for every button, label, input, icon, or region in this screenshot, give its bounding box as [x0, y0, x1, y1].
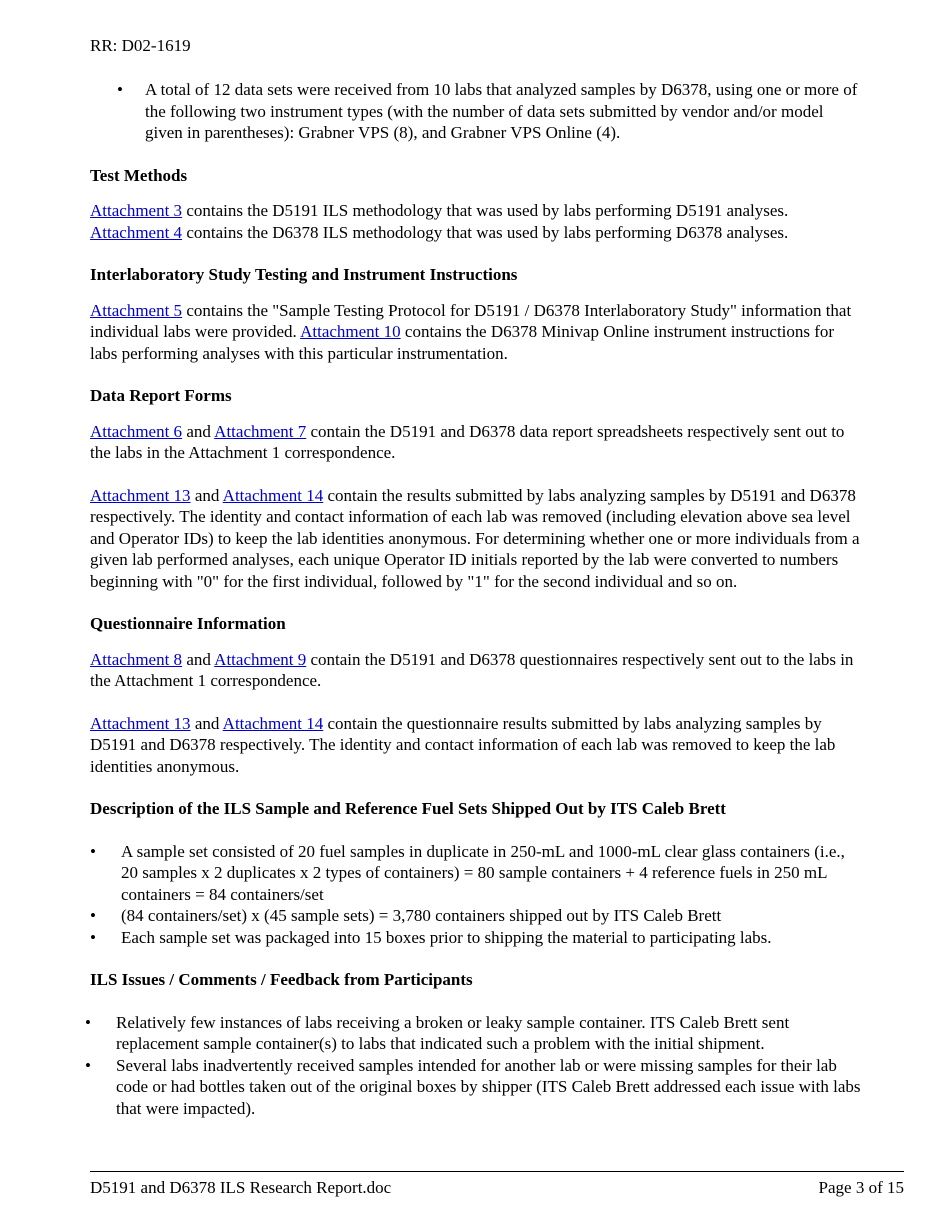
bullet-icon: • — [90, 841, 96, 861]
list-item-text: Several labs inadvertently received samples intended for another lab or were missing samples for their lab code or had bottles taken out of the original boxes by shipper (ITS Caleb Brett addressed each issue with labs that were impacted). — [116, 1055, 861, 1118]
footer-filename: D5191 and D6378 ILS Research Report.doc — [90, 1178, 392, 1197]
list-item — [90, 905, 865, 927]
list-item-text: A sample set consisted of 20 fuel samples in duplicate in 250-mL and 1000-mL clear glass containers (i.e., 20 samples x 2 duplicates x 2 types of containers) = 80 sample containers + 4 reference fuels in 250 mL containers = 84 containers/set — [121, 841, 845, 904]
list-item-text: Relatively few instances of labs receiving a broken or leaky sample container. ITS Caleb Brett sent replacement sample container(s) to labs that indicated such a problem with the initial shipment. — [116, 1012, 790, 1053]
list-item — [85, 1055, 865, 1120]
bullet-icon: • — [85, 1055, 91, 1075]
list-item — [85, 1012, 865, 1055]
intro-bullet-list — [90, 79, 865, 144]
and-text: and — [182, 421, 215, 441]
bullet-icon: • — [90, 906, 96, 925]
heading-sample-sets: Description of the ILS Sample and Reference Fuel Sets Shipped Out by ITS Caleb Brett — [90, 799, 726, 818]
and-text: and — [190, 485, 223, 505]
attachment-4-link[interactable]: Attachment 4 — [90, 222, 183, 242]
questionnaire-paragraph-2 — [90, 713, 865, 778]
heading-test-methods: Test Methods — [90, 165, 188, 185]
attachment-9-link[interactable]: Attachment 9 — [214, 649, 307, 669]
ils-testing-text1: contains the "Sample Testing Protocol for D5191 / D6378 Interlaboratory Study" information that individual labs were provided. — [90, 300, 852, 341]
attachment-14-link[interactable]: Attachment 14 — [222, 713, 324, 733]
intro-bullet-text: A total of 12 data sets were received from 10 labs that analyzed samples by D6378, using one or more of the following two instrument types (with the number of data sets submitted by vendor and/or model given in parentheses): Grabner VPS (8), and Grabner VPS Online (4). — [145, 80, 858, 142]
list-item — [90, 79, 865, 144]
list-item-text: Each sample set was packaged into 15 boxes prior to shipping the material to participating labs. — [121, 927, 772, 947]
heading-questionnaire: Questionnaire Information — [90, 614, 286, 633]
bullet-icon: • — [85, 1012, 91, 1032]
questionnaire-paragraph-1 — [90, 649, 865, 692]
heading-data-report-forms: Data Report Forms — [90, 386, 232, 405]
attachment-5-link[interactable]: Attachment 5 — [90, 300, 183, 320]
bullet-icon: • — [117, 80, 123, 99]
and-text: and — [190, 713, 223, 733]
page-header-doc-id: RR: D02-1619 — [90, 36, 191, 55]
attachment-7-link[interactable]: Attachment 7 — [214, 421, 307, 441]
heading-ils-testing: Interlaboratory Study Testing and Instrument Instructions — [90, 265, 518, 284]
heading-ils-issues: ILS Issues / Comments / Feedback from Participants — [90, 970, 473, 989]
list-item — [90, 927, 865, 949]
attachment-13-link[interactable]: Attachment 13 — [90, 713, 191, 733]
list-item-text: (84 containers/set) x (45 sample sets) = 3,780 containers shipped out by ITS Caleb Brett — [121, 906, 722, 925]
test-methods-line2-text: contains the D6378 ILS methodology that was used by labs performing D6378 analyses. — [182, 222, 789, 242]
questionnaire-p2-text: contain the questionnaire results submitted by labs analyzing samples by D5191 and D6378 respectively. The identity and contact information of each lab was removed to keep the lab identities anonymous. — [90, 713, 836, 776]
page-content — [85, 79, 865, 1119]
ils-testing-paragraph — [90, 300, 865, 365]
sample-sets-list — [90, 841, 865, 949]
footer-divider — [90, 1171, 904, 1172]
questionnaire-p1-text: contain the D5191 and D6378 questionnaires respectively sent out to the labs in the Attachment 1 correspondence. — [90, 649, 854, 690]
data-report-p2-text: contain the results submitted by labs analyzing samples by D5191 and D6378 respectively. The identity and contact information of each lab was removed (including elevation above sea level and Operator IDs) to keep the lab identities anonymous. For determining whether one or more individuals from a given lab performed analyses, each unique Operator ID initials reported by the lab were converted to numbers beginning with "0" for the first individual, followed by "1" for the second individual and so on. — [90, 485, 860, 591]
test-methods-paragraph — [90, 200, 865, 243]
attachment-6-link[interactable]: Attachment 6 — [90, 421, 183, 441]
attachment-14-link[interactable]: Attachment 14 — [222, 485, 324, 505]
test-methods-line1-text: contains the D5191 ILS methodology that was used by labs performing D5191 analyses. — [182, 201, 789, 220]
attachment-10-link[interactable]: Attachment 10 — [300, 322, 401, 341]
attachment-8-link[interactable]: Attachment 8 — [90, 649, 183, 669]
data-report-paragraph-1 — [90, 421, 865, 464]
footer-page-number: Page 3 of 15 — [818, 1178, 904, 1197]
ils-testing-text2: contains the D6378 Minivap Online instrument instructions for labs performing analyses with this particular instrumentation. — [90, 322, 835, 363]
attachment-13-link[interactable]: Attachment 13 — [90, 485, 191, 505]
attachment-3-link[interactable]: Attachment 3 — [90, 201, 183, 220]
data-report-paragraph-2 — [90, 485, 865, 593]
list-item — [90, 841, 865, 906]
data-report-p1-text: contain the D5191 and D6378 data report spreadsheets respectively sent out to the labs in the Attachment 1 correspondence. — [90, 421, 845, 462]
issues-list — [85, 1012, 865, 1120]
bullet-icon: • — [90, 927, 96, 947]
and-text: and — [182, 649, 215, 669]
